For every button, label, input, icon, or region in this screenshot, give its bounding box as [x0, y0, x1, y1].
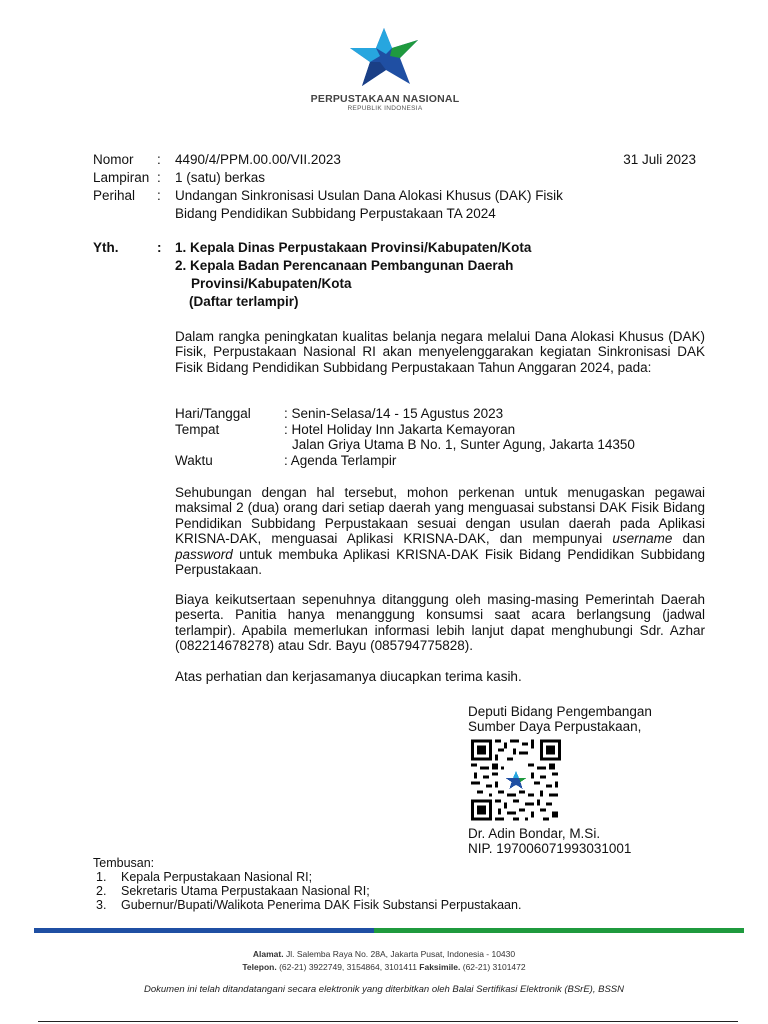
paragraph-request-text-c: untuk membuka Aplikasi KRISNA-DAK Fisik Bidang Pendidikan Subbidang Perpustakaan. — [175, 546, 705, 578]
recipient-colon: : — [157, 240, 162, 255]
event-address: Jalan Griya Utama B No. 1, Sunter Agung, Jakarta 14350 — [292, 437, 635, 452]
event-place-label: Tempat — [175, 422, 220, 437]
event-date-label: Hari/Tanggal — [175, 406, 251, 421]
cc-label: Tembusan: — [93, 856, 155, 870]
recipient-line-3: Provinsi/Kabupaten/Kota — [191, 276, 352, 291]
cc-item-3-num: 3. — [96, 898, 107, 912]
footer-bar-green — [374, 928, 744, 933]
footer-phone — [0, 962, 768, 972]
cc-item-1-num: 1. — [96, 870, 107, 884]
password-term: password — [175, 546, 233, 562]
footer-address-label: Alamat. — [252, 949, 284, 959]
org-name: PERPUSTAKAAN NASIONAL — [310, 93, 460, 105]
signatory-title-2: Sumber Daya Perpustakaan, — [468, 719, 642, 734]
recipient-label: Yth. — [93, 240, 119, 255]
paragraph-intro: Dalam rangka peningkatan kualitas belanja negara melalui Dana Alokasi Khusus (DAK) Fisik, Perpustakaan Nasional RI akan menyelenggarakan kegiatan Sinkronisasi DAK Fisik Bidang Pendidikan Subbidang Perpustakaan Tahun Anggaran 2024, pada: — [175, 329, 705, 375]
footer-fax-label: Faksimile. — [419, 962, 461, 972]
cc-item-1: Kepala Perpustakaan Nasional RI; — [121, 870, 313, 884]
paragraph-closing: Atas perhatian dan kerjasamanya diucapkan terima kasih. — [175, 669, 522, 684]
footer-phone-label: Telepon. — [242, 962, 277, 972]
footer-fax-text: (62-21) 3101472 — [460, 962, 526, 972]
signatory-nip: NIP. 197006071993031001 — [468, 841, 632, 856]
recipient-line-2: 2. Kepala Badan Perencanaan Pembangunan Daerah — [175, 258, 514, 273]
paragraph-cost: Biaya keikutsertaan sepenuhnya ditanggung oleh masing-masing Pemerintah Daerah peserta. Panitia hanya menanggung konsumsi saat acara berlangsung (jadwal terlampir). Apabila memerlukan informasi lebih lanjut dapat menghubungi Sdr. Azhar (082214678278) atau Sdr. Bayu (085794775828). — [175, 592, 705, 654]
lampiran-colon: : — [157, 170, 161, 185]
footer-address-text: Jl. Salemba Raya No. 28A, Jakarta Pusat, Indonesia - 10430 — [283, 949, 516, 959]
event-place-value: : Hotel Holiday Inn Jakarta Kemayoran — [284, 422, 516, 437]
perihal-line-1: Undangan Sinkronisasi Usulan Dana Alokasi Khusus (DAK) Fisik — [175, 188, 563, 203]
perihal-colon: : — [157, 188, 161, 203]
event-time-label: Waktu — [175, 453, 213, 468]
footer-phone-text: (62-21) 3922749, 3154864, 3101411 — [276, 962, 420, 972]
nomor-colon: : — [157, 152, 161, 167]
signatory-name: Dr. Adin Bondar, M.Si. — [468, 826, 601, 841]
esign-disclaimer: Dokumen ini telah ditandatangani secara elektronik yang diterbitkan oleh Balai Sertifikasi Elektronik (BSrE), BSSN — [144, 984, 624, 995]
username-term: username — [612, 531, 673, 547]
recipient-line-4: (Daftar terlampir) — [189, 294, 299, 309]
star-logo-icon — [346, 26, 422, 92]
paragraph-request — [175, 485, 705, 577]
nomor-label: Nomor — [93, 152, 134, 167]
footer-bar-blue — [34, 928, 374, 933]
qr-code-icon — [471, 739, 561, 821]
bottom-rule — [38, 1021, 738, 1022]
cc-item-2-num: 2. — [96, 884, 107, 898]
paragraph-request-text-b: dan — [672, 531, 705, 547]
paragraph-request-text-a: Sehubungan dengan hal tersebut, mohon perkenan untuk menugaskan pegawai maksimal 2 (dua) orang dari setiap daerah yang menguasai substansi DAK Fisik Bidang Pendidikan Subbidang Perpustakaan sesuai dengan usulan daerah pada Aplikasi KRISNA-DAK, menguasai Aplikasi KRISNA-DAK, dan mempunyai — [175, 485, 705, 547]
perihal-line-2: Bidang Pendidikan Subbidang Perpustakaan TA 2024 — [175, 206, 496, 221]
recipient-line-1: 1. Kepala Dinas Perpustakaan Provinsi/Kabupaten/Kota — [175, 240, 532, 255]
perihal-label: Perihal — [93, 188, 136, 203]
cc-item-2: Sekretaris Utama Perpustakaan Nasional RI; — [121, 884, 370, 898]
event-date-value: : Senin-Selasa/14 - 15 Agustus 2023 — [284, 406, 504, 421]
lampiran-value: 1 (satu) berkas — [175, 170, 266, 185]
lampiran-label: Lampiran — [93, 170, 150, 185]
org-subtitle: REPUBLIK INDONESIA — [347, 105, 423, 112]
cc-item-3: Gubernur/Bupati/Walikota Penerima DAK Fisik Substansi Perpustakaan. — [121, 898, 522, 912]
nomor-value: 4490/4/PPM.00.00/VII.2023 — [175, 152, 341, 167]
letter-date: 31 Juli 2023 — [623, 152, 696, 167]
signatory-title-1: Deputi Bidang Pengembangan — [468, 704, 652, 719]
footer-address — [0, 949, 768, 959]
event-time-value: : Agenda Terlampir — [284, 453, 397, 468]
